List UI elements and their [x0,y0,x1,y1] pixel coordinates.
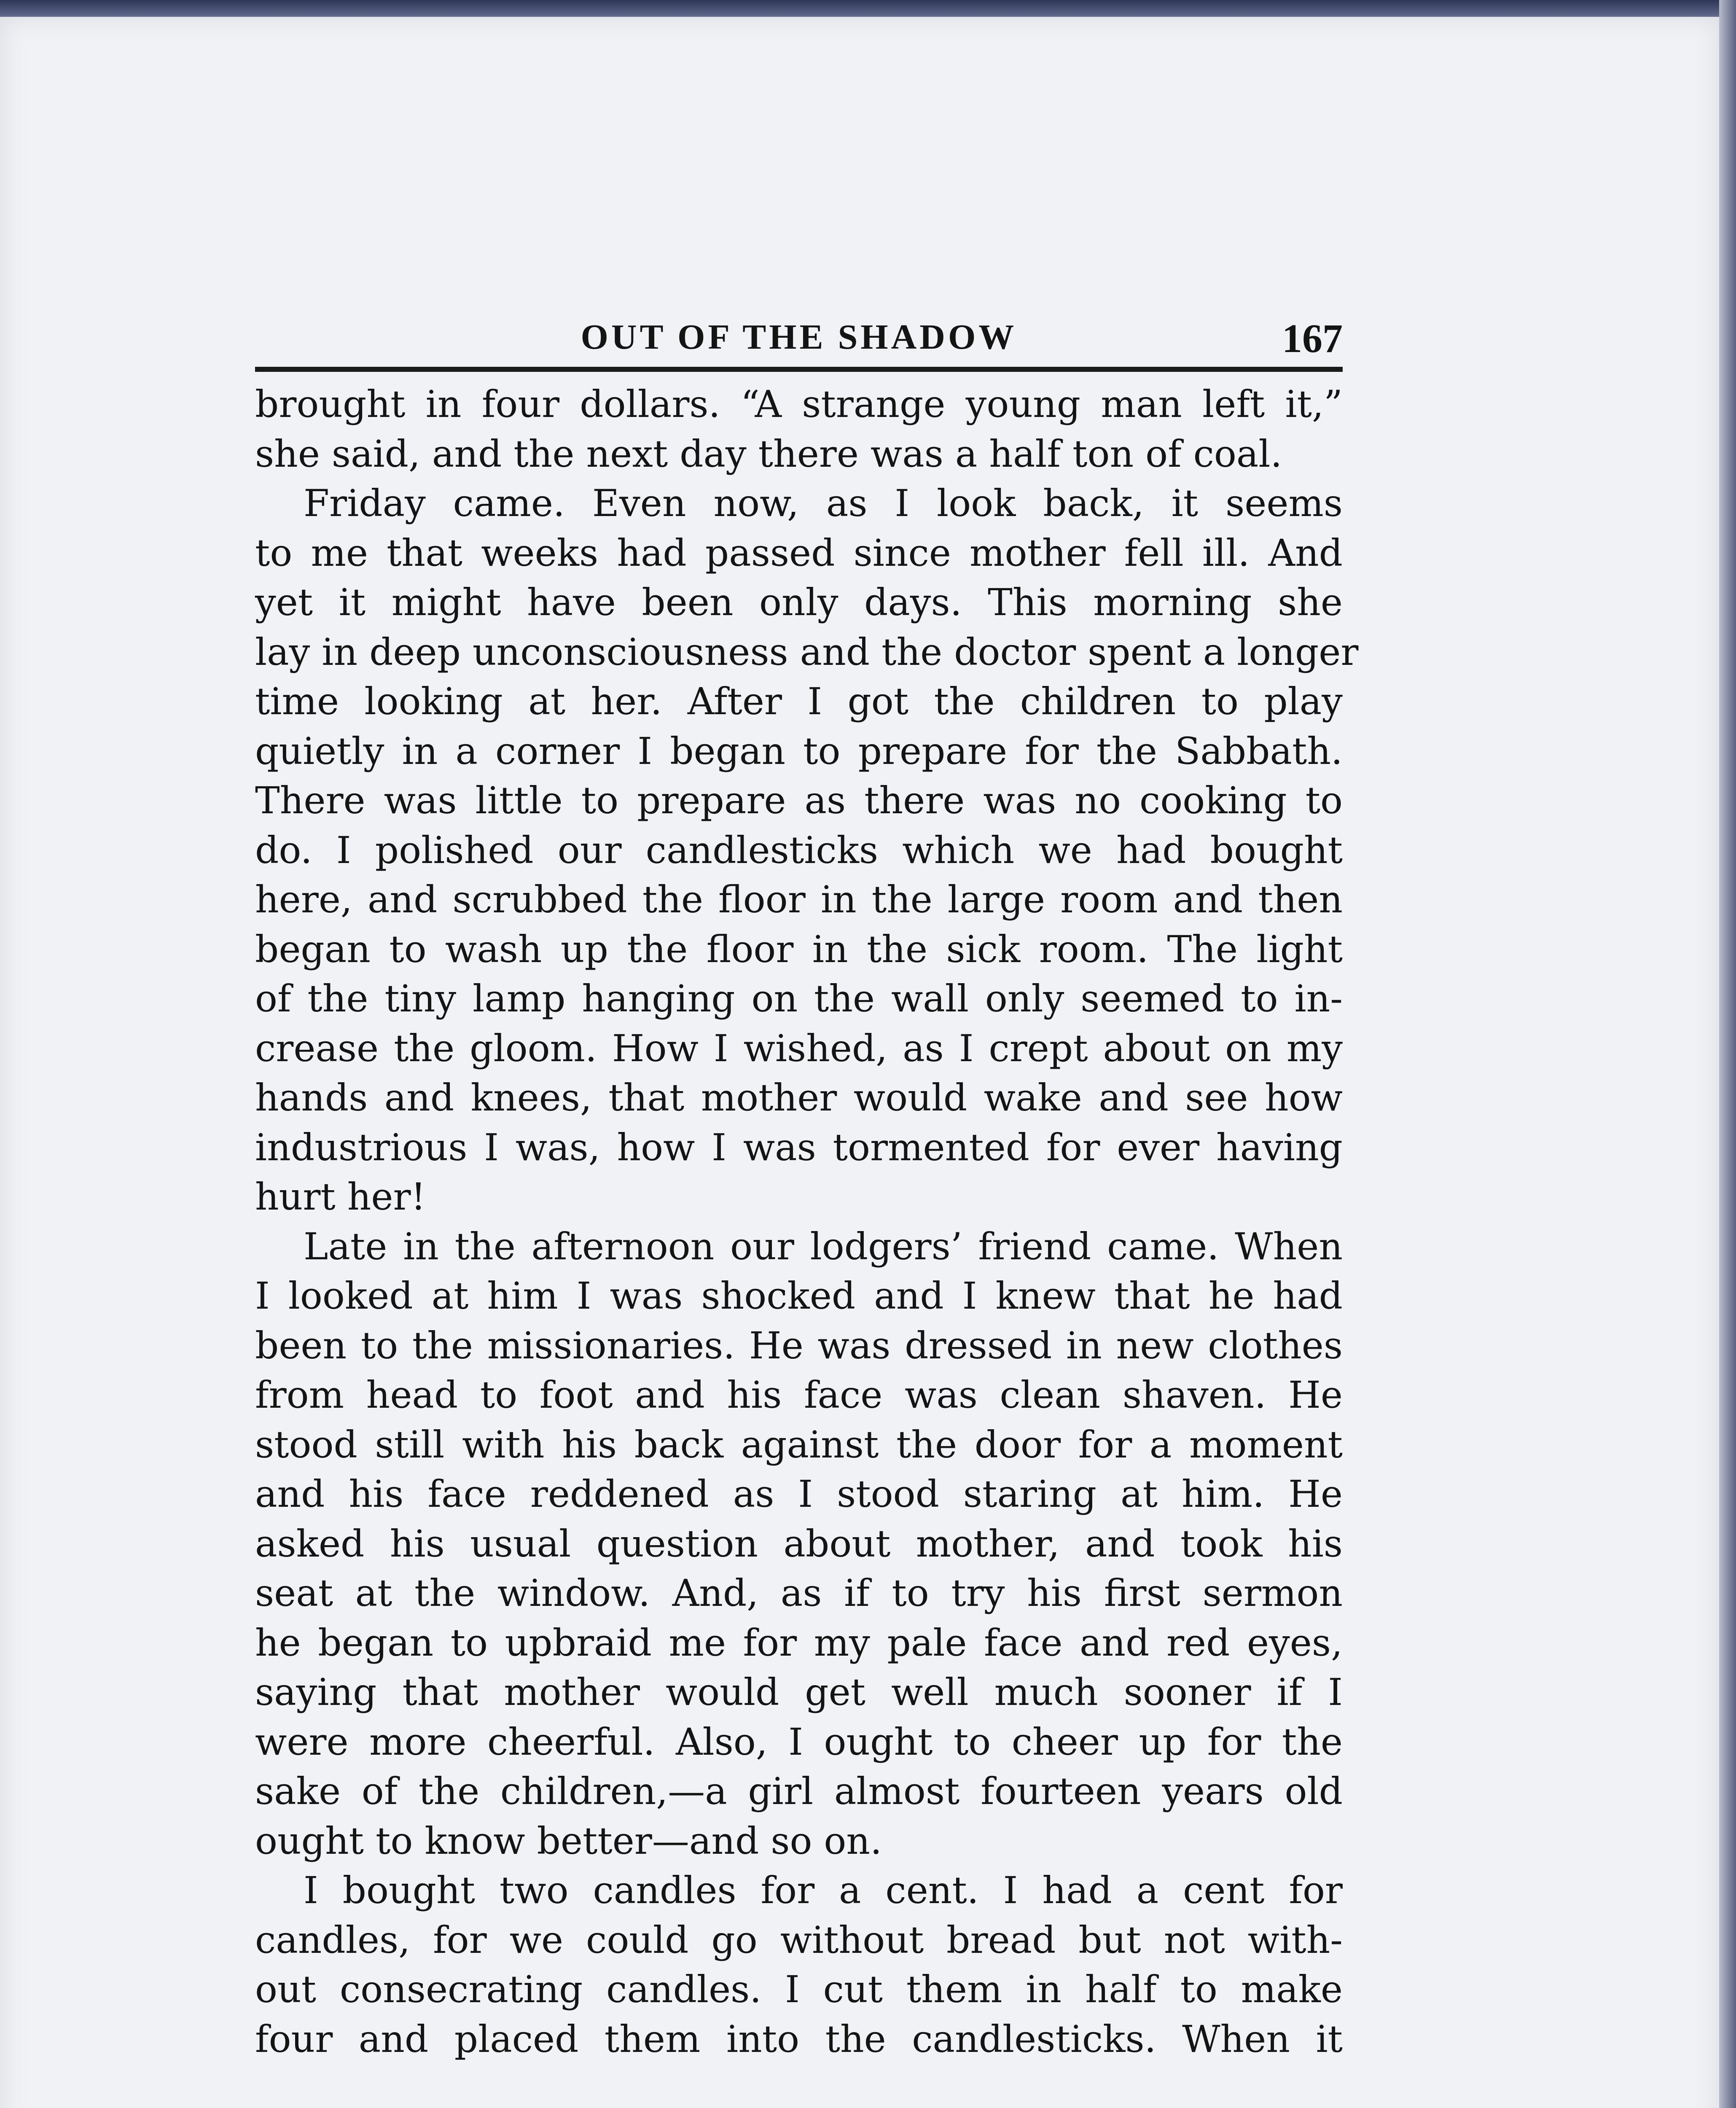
text-line: stood still with his back against the door for a moment [255,1422,1343,1466]
text-line: I bought two candles for a cent. I had a cent for [304,1869,1343,1912]
text-line: of the tiny lamp hanging on the wall only seemed to in- [255,977,1343,1020]
text-line: Late in the afternoon our lodgers’ friend came. When [304,1224,1343,1268]
text-line: here, and scrubbed the floor in the large room and then [255,878,1343,921]
text-line: to me that weeks had passed since mother fell ill. And [255,531,1343,575]
text-line: been to the missionaries. He was dressed in new clothes [255,1323,1343,1367]
text-line: hands and knees, that mother would wake and see how [255,1076,1343,1119]
text-line: and his face reddened as I stood staring at him. He [255,1472,1343,1516]
text-line: time looking at her. After I got the children to play [255,680,1343,723]
book-page [0,17,1719,2108]
text-line: asked his usual question about mother, and took his [255,1522,1343,1565]
body-text [255,379,1359,2064]
text-line: she said, and the next day there was a half ton of coal. [255,432,1282,476]
page-number: 167 [1282,316,1343,361]
running-head [255,304,1343,372]
text-line: crease the gloom. How I wished, as I crept about on my [255,1026,1343,1070]
text-line: began to wash up the floor in the sick room. The light [255,927,1343,971]
text-line: were more cheerful. Also, I ought to cheer up for the [255,1720,1343,1764]
text-line: he began to upbraid me for my pale face and red eyes, [255,1621,1343,1664]
text-line: seat at the window. And, as if to try his first sermon [255,1571,1343,1615]
text-line: ought to know better—and so on. [255,1819,882,1863]
text-line: lay in deep unconsciousness and the doctor spent a longer [255,630,1359,674]
text-line: four and placed them into the candlesticks. When it [255,2017,1343,2061]
text-line: yet it might have been only days. This morning she [255,581,1343,624]
text-line: from head to foot and his face was clean shaven. He [255,1373,1343,1417]
text-line: quietly in a corner I began to prepare for the Sabbath. [255,729,1343,773]
text-line: I looked at him I was shocked and I knew that he had [255,1274,1343,1318]
scan-edge-right [1719,0,1736,2108]
running-title: OUT OF THE SHADOW [580,317,1017,357]
text-line: industrious I was, how I was tormented for ever having [255,1125,1343,1169]
text-line: sake of the children,—a girl almost fourteen years old [255,1769,1343,1813]
text-line: out consecrating candles. I cut them in half to make [255,1968,1343,2011]
text-line: Friday came. Even now, as I look back, it seems [304,481,1343,525]
text-line: saying that mother would get well much sooner if I [255,1670,1343,1714]
text-line: hurt her! [255,1175,426,1218]
text-line: candles, for we could go without bread but not with- [255,1918,1343,1962]
text-line: do. I polished our candlesticks which we had bought [255,828,1343,872]
text-line: brought in four dollars. “A strange young man left it,” [255,382,1343,426]
text-line: There was little to prepare as there was no cooking to [255,779,1343,822]
text-block [255,304,1359,2064]
